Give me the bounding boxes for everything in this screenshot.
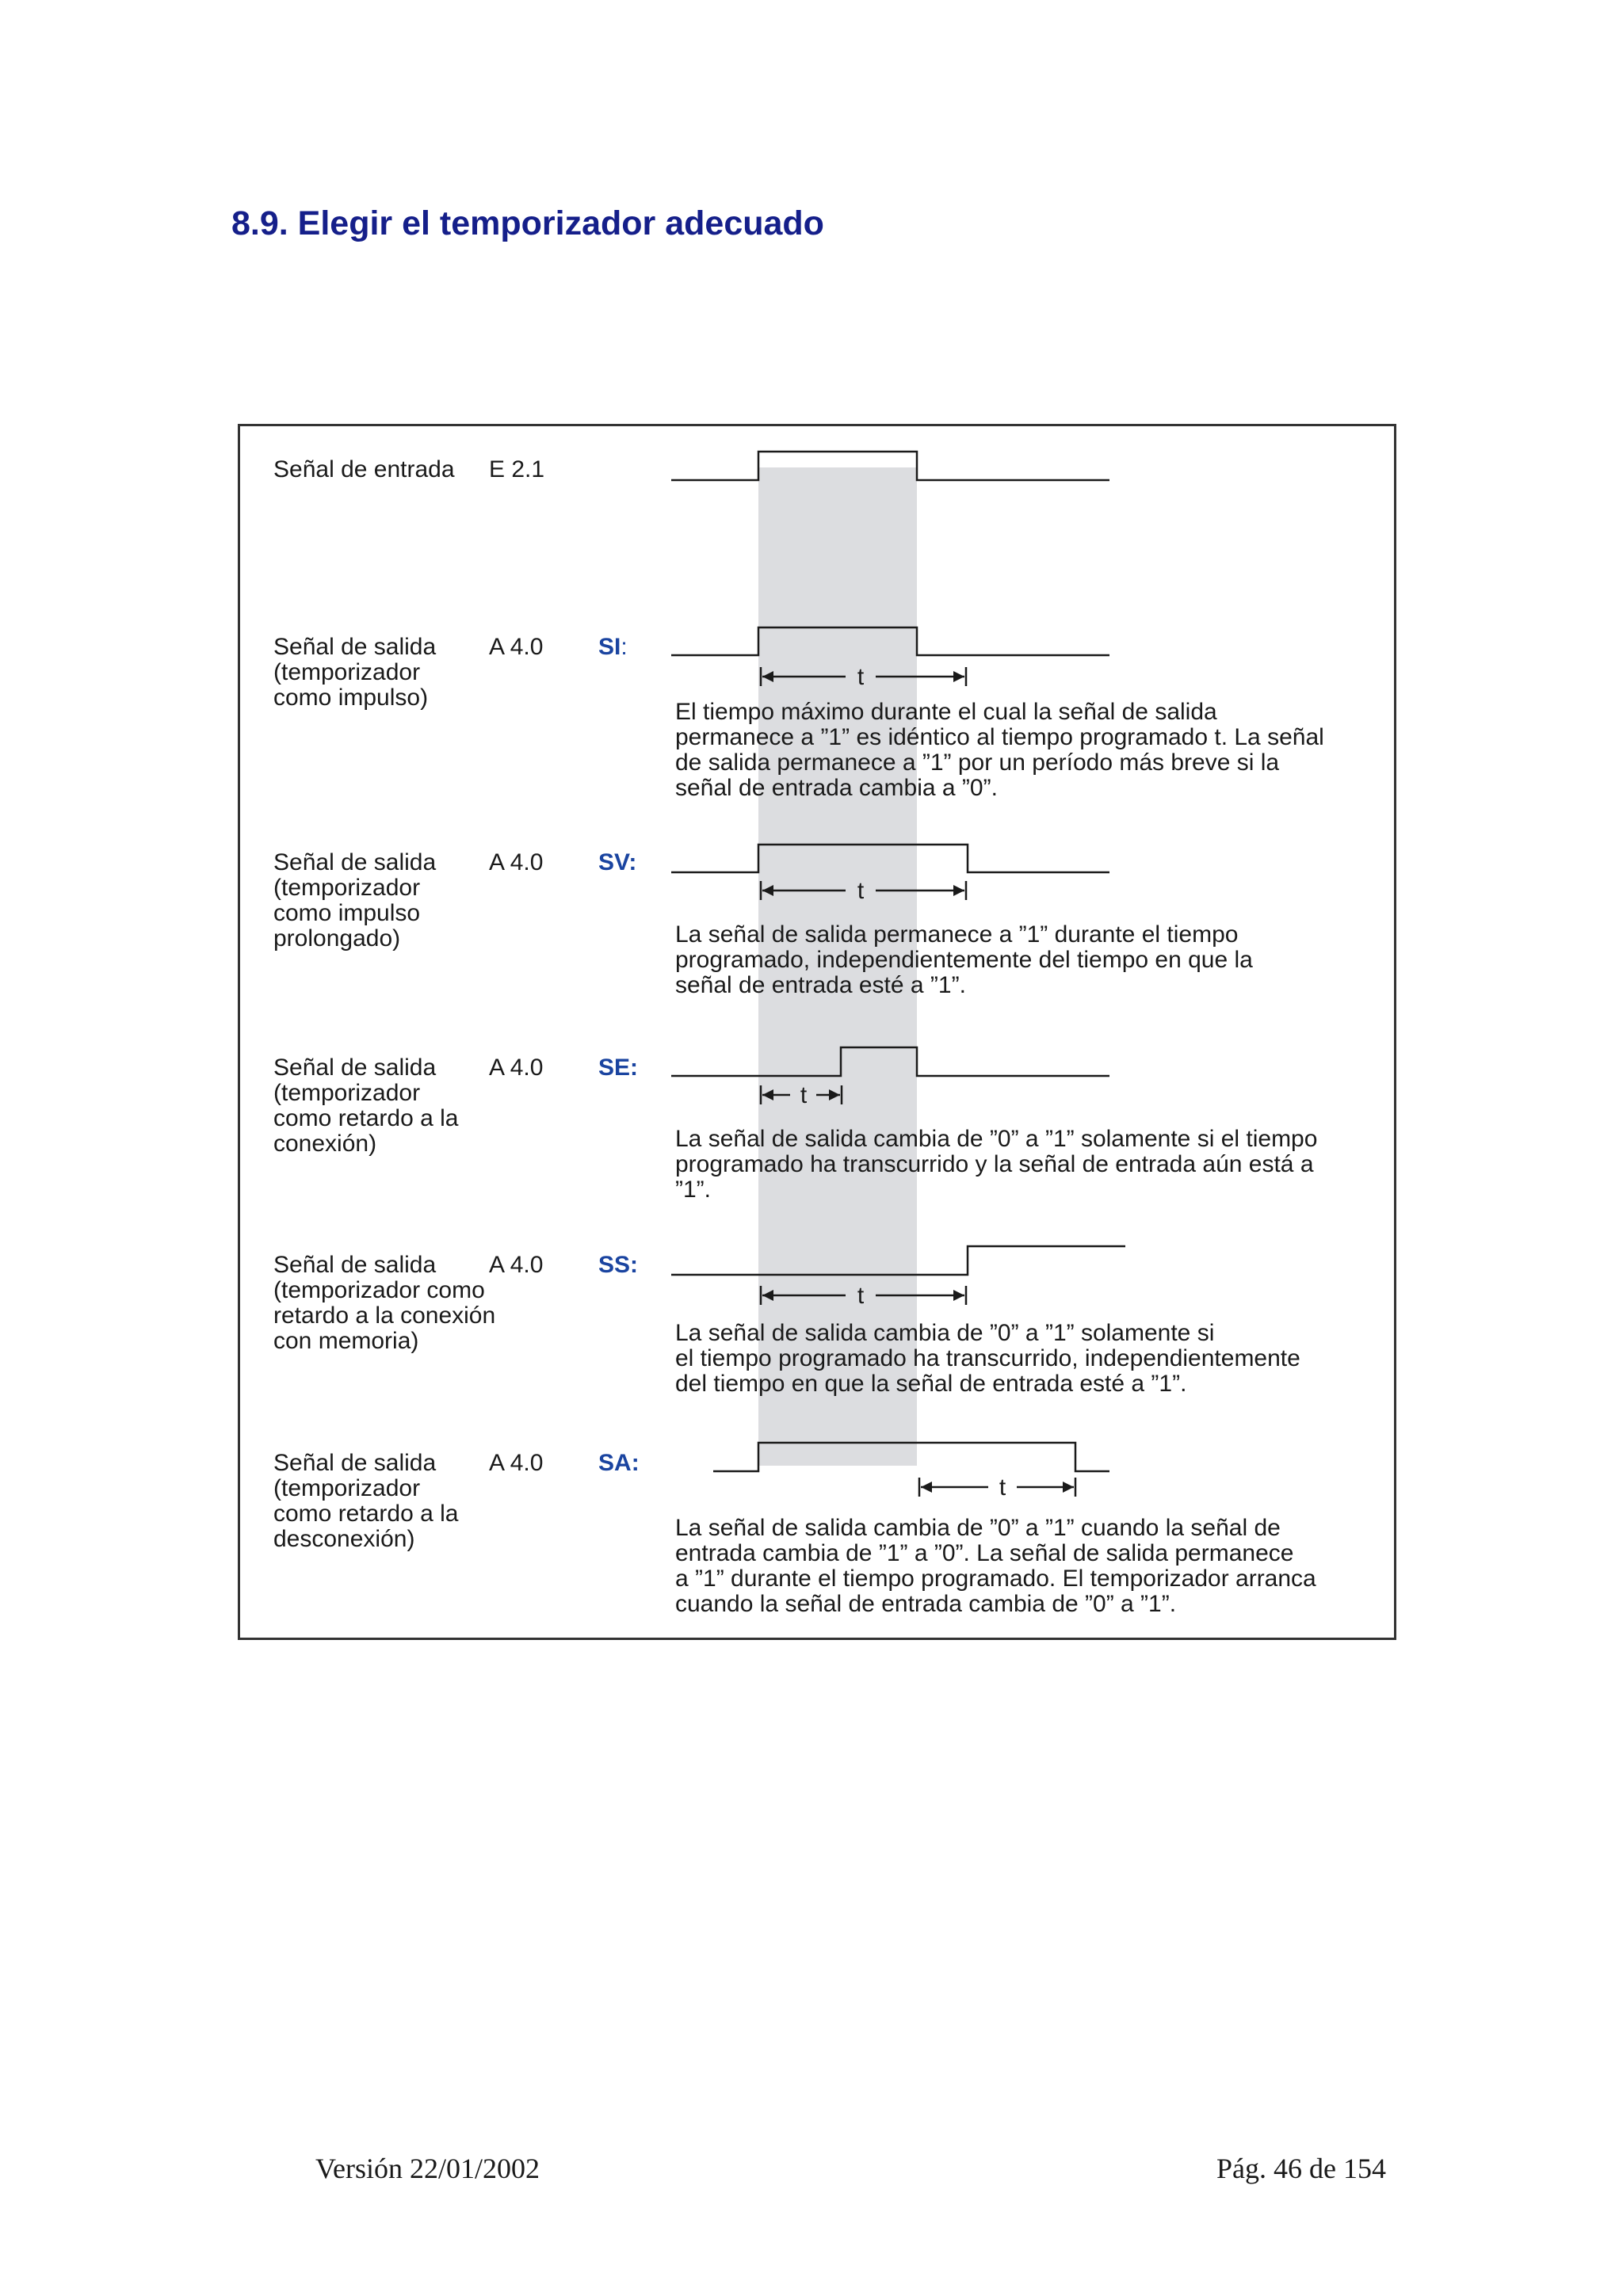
se-waveform — [671, 1047, 1109, 1076]
timer-si-label-line: Señal de salida — [273, 634, 437, 660]
timer-sa-label-line: desconexión) — [273, 1526, 415, 1552]
timer-sa-description-line: a ”1” durante el tiempo programado. El temporizador arranca — [675, 1566, 1316, 1592]
timer-si-description-line: permanece a ”1” es idéntico al tiempo programado t. La señal — [675, 724, 1324, 750]
ss-time-label: t — [857, 1283, 865, 1309]
timer-si-description-line: señal de entrada cambia a ”0”. — [675, 775, 998, 801]
timer-se-label-line: conexión) — [273, 1131, 377, 1157]
timer-sv-address: A 4.0 — [489, 849, 544, 875]
timer-se-label-line: Señal de salida — [273, 1055, 437, 1081]
timer-ss-label-line: con memoria) — [273, 1328, 419, 1354]
timer-ss-label-line: Señal de salida — [273, 1252, 437, 1278]
footer-page-number: Pág. 46 de 154 — [1216, 2153, 1386, 2184]
timer-ss-description-line: del tiempo en que la señal de entrada esté a ”1”. — [675, 1371, 1187, 1397]
timer-si-colon: : — [621, 634, 628, 660]
timer-se-code-text: SE — [598, 1055, 631, 1081]
timer-sv-label-line: prolongado) — [273, 925, 401, 952]
timer-sa-label-line: como retardo a la — [273, 1501, 459, 1527]
timer-ss-label-line: retardo a la conexión — [273, 1302, 496, 1329]
se-time-label: t — [800, 1082, 808, 1108]
timer-se-colon: : — [630, 1055, 639, 1081]
timer-sa-label-line: Señal de salida — [273, 1450, 437, 1476]
timer-si-description-line: El tiempo máximo durante el cual la señal de salida — [675, 699, 1217, 725]
timer-sv-description-line: programado, independientemente del tiempo en que la — [675, 947, 1253, 973]
timer-sa-description-line: cuando la señal de entrada cambia de ”0” a ”1”. — [675, 1591, 1177, 1617]
timer-si-label-line: (temporizador — [273, 659, 421, 685]
timer-se-description-line: programado ha transcurrido y la señal de entrada aún está a — [675, 1151, 1314, 1177]
timer-sa-description-line: entrada cambia de ”1” a ”0”. La señal de salida permanece — [675, 1540, 1294, 1566]
timer-sv-code-text: SV — [598, 849, 629, 875]
timer-sa-description-line: La señal de salida cambia de ”0” a ”1” cuando la señal de — [675, 1515, 1281, 1541]
timer-ss-description-line: La señal de salida cambia de ”0” a ”1” solamente si — [675, 1320, 1215, 1346]
timer-si-code-text: SI — [598, 634, 621, 660]
timer-sa-code-text: SA — [598, 1450, 632, 1476]
timer-ss-description-line: el tiempo programado ha transcurrido, independientemente — [675, 1345, 1300, 1371]
sa-time-label: t — [999, 1474, 1006, 1501]
ss-waveform — [671, 1246, 1125, 1275]
timer-ss-code-text: SS — [598, 1252, 631, 1278]
timer-sv-description-line: La señal de salida permanece a ”1” durante el tiempo — [675, 921, 1239, 948]
timer-si-description-line: de salida permanece a ”1” por un período más breve si la — [675, 749, 1280, 776]
footer-version: Versión 22/01/2002 — [315, 2153, 540, 2184]
timer-sa-label-line: (temporizador — [273, 1475, 421, 1501]
sv-time-label: t — [857, 878, 865, 904]
input-signal-address: E 2.1 — [489, 456, 545, 482]
input-signal-label-text: Señal de entrada — [273, 456, 455, 482]
timer-sv-description-line: señal de entrada esté a ”1”. — [675, 972, 966, 998]
timer-se-label-line: (temporizador — [273, 1080, 421, 1106]
timer-se-description-line: ”1”. — [675, 1177, 711, 1203]
si-time-label: t — [857, 664, 865, 690]
timer-sv-label-line: (temporizador — [273, 875, 421, 901]
timer-si-label-line: como impulso) — [273, 685, 429, 711]
input-waveform — [671, 452, 1109, 480]
sa-waveform — [713, 1443, 1109, 1471]
timer-ss-colon: : — [630, 1252, 639, 1278]
timer-se-description-line: La señal de salida cambia de ”0” a ”1” solamente si el tiempo — [675, 1126, 1318, 1152]
timer-sv-colon: : — [628, 849, 637, 875]
timer-si-address: A 4.0 — [489, 634, 544, 660]
timer-ss-label-line: (temporizador como — [273, 1277, 485, 1303]
timer-sv-label-line: Señal de salida — [273, 849, 437, 875]
sv-waveform — [671, 845, 1109, 872]
timer-ss-address: A 4.0 — [489, 1252, 544, 1278]
timer-se-address: A 4.0 — [489, 1055, 544, 1081]
page-title: 8.9. Elegir el temporizador adecuado — [231, 204, 824, 242]
timer-sa-address: A 4.0 — [489, 1450, 544, 1476]
timer-se-label-line: como retardo a la — [273, 1105, 459, 1131]
si-waveform — [671, 627, 1109, 655]
timer-sv-label-line: como impulso — [273, 900, 421, 926]
timer-sa-colon: : — [631, 1450, 640, 1476]
